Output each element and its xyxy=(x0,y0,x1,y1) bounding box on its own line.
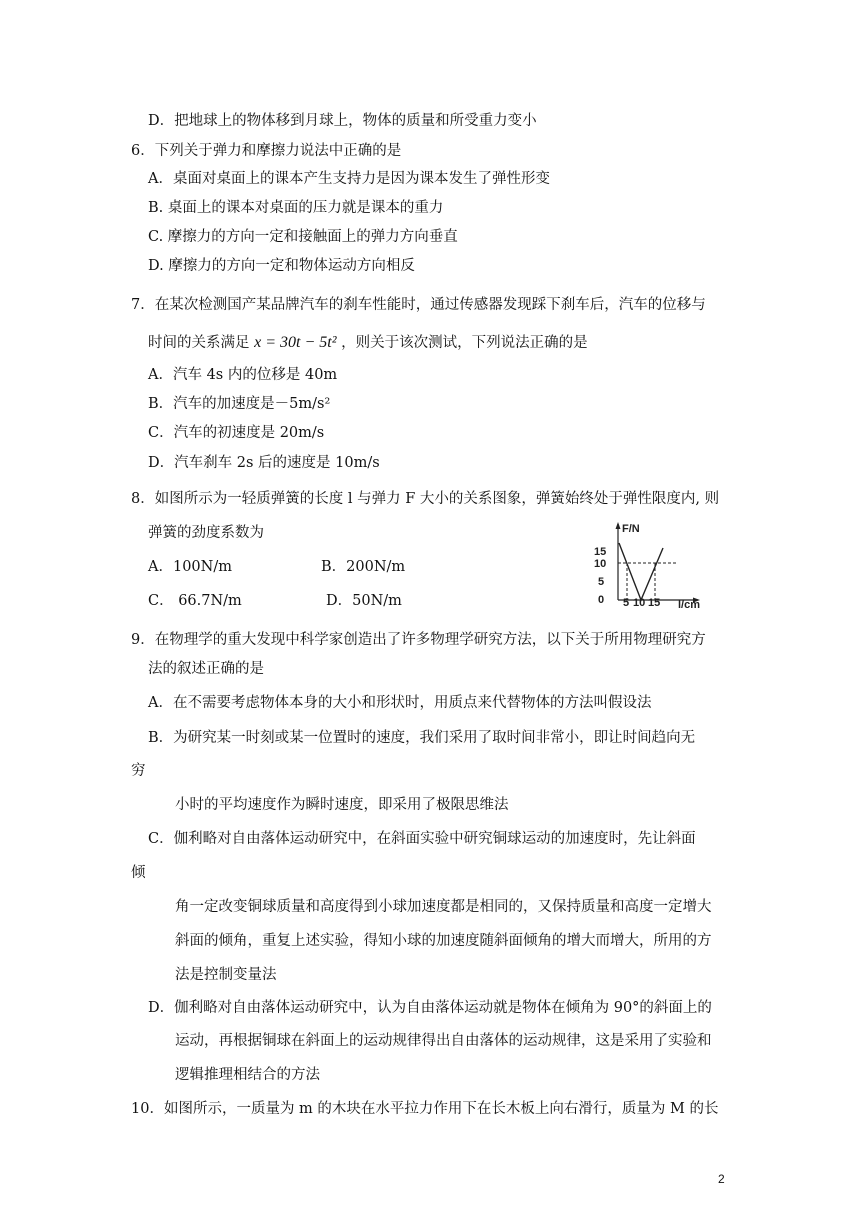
q8-stem-line2: 弹簧的劲度系数为 xyxy=(148,525,264,541)
q6-option-d: D. 摩擦力的方向一定和物体运动方向相反 xyxy=(148,258,415,274)
q9-option-d-line2: 运动，再根据铜球在斜面上的运动规律得出自由落体的运动规律，这是采用了实验和 xyxy=(175,1033,712,1049)
q6-option-b: B. 桌面上的课本对桌面的压力就是课本的重力 xyxy=(148,200,444,216)
y-tick-10: 10 xyxy=(594,558,607,570)
q9-option-c-line3: 角一定改变铜球质量和高度得到小球加速度都是相同的，又保持质量和高度一定增大 xyxy=(175,899,712,915)
y-tick-5: 5 xyxy=(598,576,605,588)
y-tick-0: 0 xyxy=(598,594,605,606)
q8-option-b: B．200N/m xyxy=(321,559,406,575)
q8-stem-line1: 8．如图所示为一轻质弹簧的长度 l 与弹力 F 大小的关系图象，弹簧始终处于弹性限度内, 则 xyxy=(131,491,720,507)
q9-option-c-line5: 法是控制变量法 xyxy=(175,967,277,983)
q7-stem-line2 xyxy=(148,334,588,352)
q9-option-b-line1: B．为研究某一时刻或某一位置时的速度，我们采用了取时间非常小，即让时间趋向无 xyxy=(148,730,696,746)
page-number: 2 xyxy=(718,1172,725,1186)
q9-option-c-line1: C．伽利略对自由落体运动研究中，在斜面实验中研究铜球运动的加速度时，先让斜面 xyxy=(148,831,696,847)
q7-option-b: B．汽车的加速度是－5m/s² xyxy=(148,396,331,412)
x-tick-10: 10 xyxy=(633,597,646,609)
q7-formula: x = 30t − 5t² xyxy=(254,334,337,351)
q9-option-c-line2: 倾 xyxy=(131,865,146,881)
q8-option-c: C． 66.7N/m xyxy=(148,593,242,609)
q9-option-b-line3: 小时的平均速度作为瞬时速度，即采用了极限思维法 xyxy=(175,797,509,813)
force-length-line xyxy=(619,543,663,600)
x-tick-15: 15 xyxy=(648,597,661,609)
q7-option-a: A．汽车 4s 内的位移是 40m xyxy=(148,367,338,383)
q7-option-c: C．汽车的初速度是 20m/s xyxy=(148,425,325,441)
q7-stem-pre: 时间的关系满足 xyxy=(148,335,250,351)
x-tick-5: 5 xyxy=(623,597,630,609)
q6-stem: 6．下列关于弹力和摩擦力说法中正确的是 xyxy=(131,143,402,159)
q7-stem-line1: 7．在某次检测国产某品牌汽车的刹车性能时，通过传感器发现踩下刹车后，汽车的位移与 xyxy=(131,297,706,313)
q7-option-d: D．汽车刹车 2s 后的速度是 10m/s xyxy=(148,455,380,471)
q8-option-d: D．50N/m xyxy=(326,593,402,609)
q9-stem-line2: 法的叙述正确的是 xyxy=(148,661,264,677)
spring-force-length-graph xyxy=(586,520,706,616)
x-axis-label: l/cm xyxy=(678,599,701,611)
y-axis-arrow xyxy=(616,522,621,529)
y-axis-label: F/N xyxy=(622,523,640,535)
q9-option-b-line2: 穷 xyxy=(131,763,146,779)
q9-option-d-line1: D．伽利略对自由落体运动研究中，认为自由落体运动就是物体在倾角为 90°的斜面上的 xyxy=(148,1000,712,1016)
q7-stem-post: ，则关于该次测试，下列说法正确的是 xyxy=(341,335,588,351)
q9-stem-line1: 9．在物理学的重大发现中科学家创造出了许多物理学研究方法，以下关于所用物理研究方 xyxy=(131,632,706,648)
q6-option-a: A．桌面对桌面上的课本产生支持力是因为课本发生了弹性形变 xyxy=(148,171,550,187)
y-tick-15: 15 xyxy=(594,546,607,558)
q6-option-c: C. 摩擦力的方向一定和接触面上的弹力方向垂直 xyxy=(148,229,458,245)
q9-option-a: A．在不需要考虑物体本身的大小和形状时，用质点来代替物体的方法叫假设法 xyxy=(148,695,652,711)
q10-stem-line1: 10．如图所示，一质量为 m 的木块在水平拉力作用下在长木板上向右滑行，质量为 M 的长 xyxy=(131,1101,719,1117)
q9-option-c-line4: 斜面的倾角，重复上述实验，得知小球的加速度随斜面倾角的增大而增大，所用的方 xyxy=(175,933,712,949)
q8-option-a: A．100N/m xyxy=(148,559,232,575)
q9-option-d-line3: 逻辑推理相结合的方法 xyxy=(175,1067,320,1083)
q5-option-d: D．把地球上的物体移到月球上，物体的质量和所受重力变小 xyxy=(148,113,537,129)
